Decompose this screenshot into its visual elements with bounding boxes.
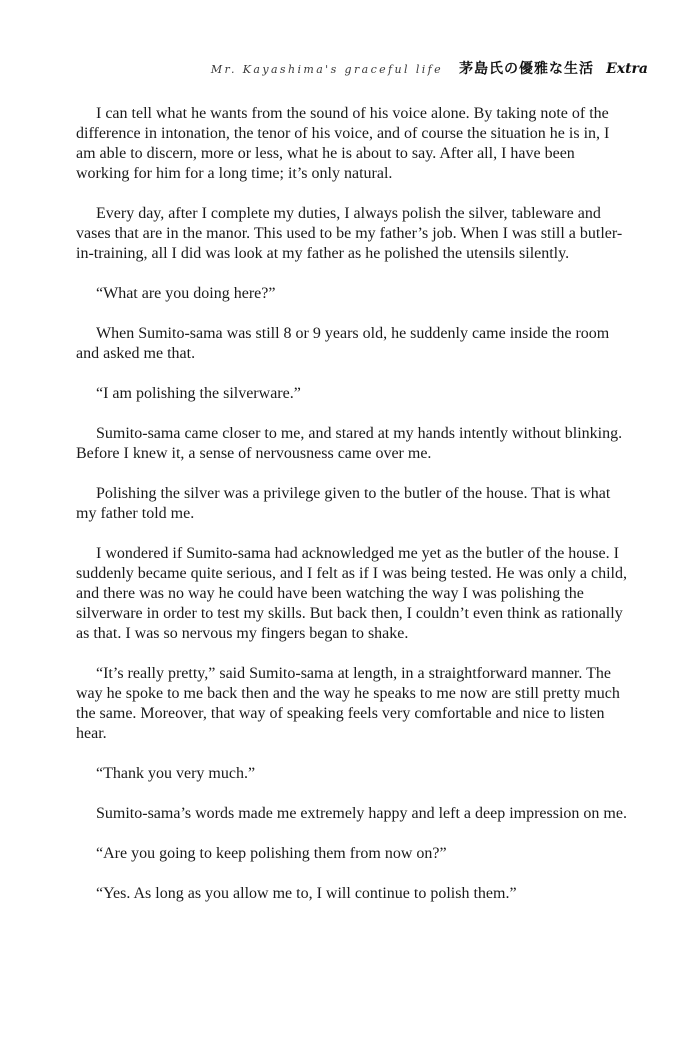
paragraph: “What are you doing here?”	[96, 285, 276, 302]
paragraph: “I am polishing the silverware.”	[96, 385, 301, 402]
paragraph: “It’s really pretty,” said Sumito-sama at length, in a straightforward manner. The way he spoke to me back then and the way he speaks to me now are still pretty much the same. Moreover, that way of speaking feels very comfortable and nice to listen hear.	[76, 665, 620, 742]
page-header	[211, 58, 648, 78]
paragraph: “Yes. As long as you allow me to, I will continue to polish them.”	[96, 885, 517, 902]
page-body	[76, 104, 632, 924]
paragraph: Every day, after I complete my duties, I always polish the silver, tableware and vases that are in the manor. This used to be my father’s job. When I was still a butler-in-training, all I did was look at my father as he polished the utensils silently.	[76, 205, 623, 262]
paragraph: Sumito-sama came closer to me, and stared at my hands intently without blinking. Before I knew it, a sense of nervousness came over me.	[76, 425, 623, 462]
japanese-title: 茅島氏の優雅な生活	[459, 61, 595, 77]
paragraph: Polishing the silver was a privilege given to the butler of the house. That is what my father told me.	[76, 485, 611, 522]
paragraph: “Thank you very much.”	[96, 765, 256, 782]
english-title: Mr. Kayashima's graceful life	[210, 63, 444, 76]
paragraph: I wondered if Sumito-sama had acknowledged me yet as the butler of the house. I suddenly became quite serious, and I felt as if I was being tested. He was only a child, and there was no way he could have been watching the way I was polishing the silverware in order to test my skills. But back then, I couldn’t even think as rationally as that. I was so nervous my fingers began to shake.	[76, 545, 627, 642]
paragraph: Sumito-sama’s words made me extremely happy and left a deep impression on me.	[96, 805, 627, 822]
paragraph: “Are you going to keep polishing them from now on?”	[96, 845, 447, 862]
paragraph: When Sumito-sama was still 8 or 9 years old, he suddenly came inside the room and asked me that.	[76, 325, 610, 362]
extra-label: Extra	[606, 61, 648, 77]
paragraph: I can tell what he wants from the sound of his voice alone. By taking note of the difference in intonation, the tenor of his voice, and of course the situation he is in, I am able to discern, more or less, what he is about to say. After all, I have been working for him for a long time; it’s only natural.	[76, 105, 610, 182]
